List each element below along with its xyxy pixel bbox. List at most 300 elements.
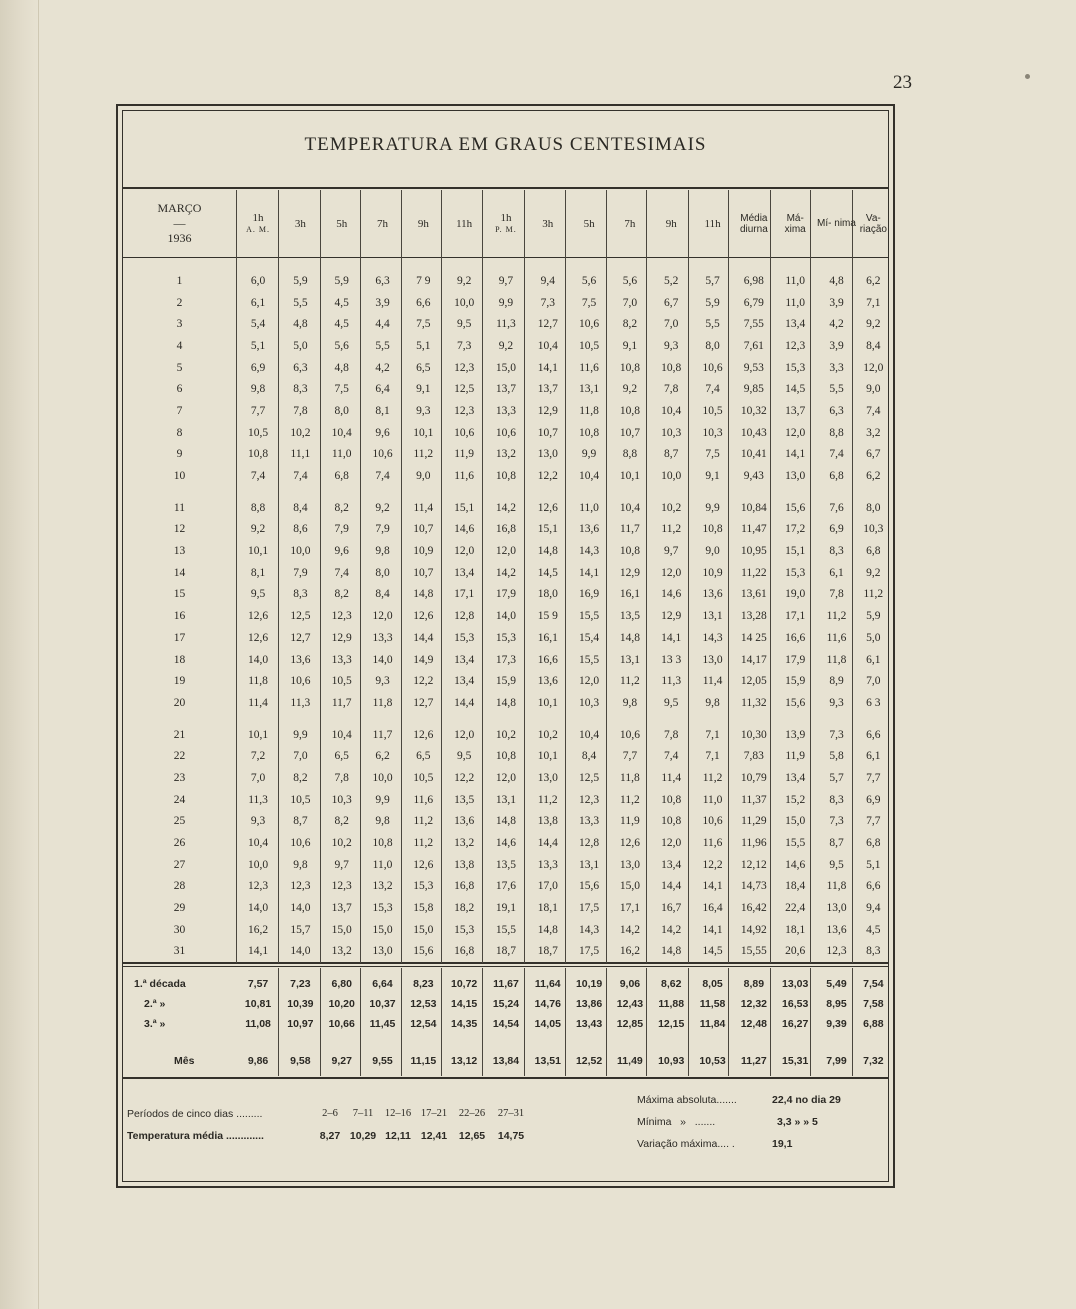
hour-header-4: 9h: [417, 217, 429, 230]
temperature-cell: 12,0: [372, 610, 393, 623]
temperature-cell: 11,2: [702, 771, 723, 784]
temperature-cell: 11,8: [248, 675, 268, 688]
day-number: 8: [176, 426, 183, 439]
temperature-cell: 10,5: [331, 675, 352, 688]
summary-cell: 7,99: [826, 1055, 847, 1067]
day-number: 13: [173, 545, 186, 558]
summary-row: [122, 994, 889, 1014]
temperature-cell: 6,2: [866, 274, 881, 287]
temperature-cell: 11,3: [290, 696, 311, 709]
temperature-cell: 17,5: [579, 945, 600, 958]
temperature-cell: 5,5: [829, 383, 844, 396]
temperature-cell: 12,0: [579, 675, 600, 688]
day-number: 24: [173, 793, 186, 806]
period-range: 12–16: [384, 1108, 412, 1119]
temperature-cell: 12,2: [702, 858, 723, 871]
temperature-cell: 5,1: [250, 339, 266, 352]
temperature-cell: 16,42: [740, 902, 767, 915]
temperature-cell: 13,1: [579, 858, 600, 871]
temperature-cell: 5,7: [705, 274, 720, 287]
temperature-cell: 5,6: [581, 274, 597, 287]
day-number: 7: [176, 404, 183, 417]
period-range: 2–6: [322, 1108, 338, 1119]
temperature-cell: 14,1: [537, 361, 558, 374]
temperature-cell: 9,4: [866, 902, 881, 915]
temperature-cell: 7,9: [375, 523, 390, 536]
hour-header-2: 5h: [336, 217, 348, 230]
temperature-cell: 10,1: [247, 728, 269, 741]
temperature-cell: 6,3: [829, 404, 844, 417]
temperature-cell: 6,3: [293, 361, 308, 374]
summary-cell: 8,95: [826, 998, 847, 1010]
period-temperature: 10,29: [349, 1130, 377, 1142]
temperature-cell: 14,1: [702, 923, 723, 936]
temperature-cell: 9,1: [416, 383, 431, 396]
summary-cell: 14,15: [451, 998, 478, 1010]
temperature-cell: 13,9: [785, 728, 806, 741]
temperature-cell: 11,0: [579, 501, 599, 514]
temperature-cell: 14,0: [495, 610, 517, 623]
temperature-cell: 15,7: [290, 923, 311, 936]
temperature-cell: 10,9: [413, 545, 434, 558]
temperature-cell: 10,3: [331, 793, 352, 806]
temperature-cell: 10,1: [537, 696, 558, 709]
day-number: 14: [173, 566, 186, 579]
temperature-cell: 11,96: [741, 837, 767, 850]
temperature-cell: 6,1: [866, 750, 881, 763]
day-number: 17: [173, 631, 186, 644]
temperature-cell: 14,5: [702, 945, 723, 958]
temperature-cell: 11,3: [496, 318, 516, 331]
temperature-cell: 14,17: [740, 653, 767, 666]
temperature-cell: 16,1: [537, 631, 558, 644]
row-spacer: [122, 257, 889, 270]
period-temperature: 12,11: [385, 1130, 411, 1142]
temperature-cell: 8,0: [334, 404, 349, 417]
temperature-cell: 9,1: [622, 339, 638, 352]
temperature-cell: 16,6: [785, 631, 806, 644]
temperature-cell: 9,8: [375, 815, 390, 828]
temperature-cell: 8,3: [293, 588, 308, 601]
temperature-cell: 12,8: [454, 610, 475, 623]
temperature-cell: 9,5: [829, 858, 844, 871]
temperature-cell: 14,8: [537, 545, 558, 558]
day-number: 31: [173, 945, 186, 958]
year-label: 1936: [167, 231, 192, 245]
temperature-cell: 13,7: [495, 383, 517, 396]
temperature-cell: 8,7: [829, 837, 844, 850]
temperature-cell: 10,4: [579, 728, 600, 741]
temperature-cell: 18,1: [785, 923, 806, 936]
temperature-cell: 14,5: [785, 383, 806, 396]
temperature-cell: 14,1: [661, 631, 682, 644]
temperature-cell: 6,9: [829, 523, 844, 536]
summary-table: [122, 974, 889, 1071]
periods-label: Períodos de cinco dias .........: [127, 1108, 263, 1120]
temperature-cell: 10,0: [454, 296, 475, 309]
max-abs-value: 22,4 no dia 29: [772, 1094, 841, 1106]
temperature-cell: 15,3: [495, 631, 517, 644]
temperature-cell: 13,3: [495, 404, 517, 417]
temperature-cell: 10,7: [619, 426, 640, 439]
temperature-cell: 7,1: [705, 728, 720, 741]
temperature-cell: 17,1: [785, 610, 806, 623]
temperature-cell: 10,1: [537, 750, 558, 763]
temperature-cell: 12,0: [495, 545, 517, 558]
temperature-cell: 13,6: [702, 588, 723, 601]
temperature-cell: 12,6: [247, 631, 269, 644]
table-row: [122, 919, 889, 941]
temperature-cell: 12,9: [537, 404, 558, 417]
daily-rows: [122, 257, 889, 962]
temperature-cell: 12,3: [331, 880, 352, 893]
temperature-cell: 11,22: [741, 566, 767, 579]
temperature-cell: 6,7: [664, 296, 679, 309]
temperature-cell: 10,0: [247, 858, 269, 871]
temperature-cell: 11,6: [413, 793, 434, 806]
temperature-cell: 9,1: [705, 470, 720, 483]
summary-cell: 10,81: [244, 998, 272, 1010]
day-number: 25: [173, 815, 186, 828]
summary-cell: 12,53: [410, 998, 437, 1010]
summary-cell: 12,15: [658, 1018, 685, 1030]
temperature-cell: 6,9: [250, 361, 266, 374]
temperature-cell: 5,5: [293, 296, 308, 309]
temperature-cell: 7,3: [540, 296, 555, 309]
temperature-cell: 7,4: [375, 470, 390, 483]
temperature-cell: 12,0: [454, 728, 475, 741]
temperature-cell: 11,9: [620, 815, 640, 828]
table-row: [122, 335, 889, 357]
book-spine-edge: [0, 0, 39, 1309]
summary-cell: 13,86: [575, 998, 603, 1010]
temperature-cell: 10,8: [661, 361, 682, 374]
temperature-cell: 15,1: [454, 501, 475, 514]
temperature-cell: 11,4: [248, 696, 268, 709]
temperature-cell: 19,0: [785, 588, 806, 601]
table-row: [122, 519, 889, 541]
table-row: [122, 313, 889, 335]
max-abs-label: Máxima absoluta.......: [637, 1094, 737, 1106]
temperature-cell: 18,2: [454, 902, 475, 915]
temperature-cell: 11,3: [661, 675, 682, 688]
summary-row: [122, 974, 889, 994]
temperature-cell: 13,5: [619, 610, 640, 623]
temperature-cell: 20,6: [785, 945, 806, 958]
temperature-cell: 14,8: [661, 945, 682, 958]
temperature-cell: 9,2: [250, 523, 266, 536]
temperature-cell: 6,8: [866, 837, 881, 850]
temperature-cell: 12,8: [579, 837, 600, 850]
temperature-cell: 7,8: [293, 404, 308, 417]
temperature-cell: 4,2: [829, 318, 844, 331]
table-row: [122, 270, 889, 292]
temperature-cell: 10,6: [702, 361, 723, 374]
table-row: [122, 832, 889, 854]
temperature-cell: 15,5: [495, 923, 517, 936]
temperature-cell: 12,5: [290, 610, 311, 623]
temperature-cell: 8,6: [293, 523, 308, 536]
temperature-cell: 6 3: [866, 696, 881, 709]
temperature-cell: 11,6: [826, 631, 847, 644]
temperature-cell: 10,5: [702, 404, 723, 417]
temperature-cell: 4,8: [829, 274, 844, 287]
temperature-cell: 7,5: [416, 318, 431, 331]
temperature-cell: 14,8: [619, 631, 640, 644]
temperature-cell: 8,3: [829, 545, 844, 558]
temperature-cell: 11,1: [290, 448, 311, 461]
temperature-cell: 13,8: [537, 815, 558, 828]
temperature-cell: 11,0: [372, 858, 393, 871]
hour-header-3: 7h: [377, 217, 389, 230]
summary-cell: 11,27: [741, 1055, 767, 1067]
day-number: 5: [176, 361, 183, 374]
day-number: 18: [173, 653, 186, 666]
summary-cell: 10,66: [328, 1018, 355, 1030]
temperature-cell: 6,4: [375, 383, 390, 396]
month-dash: —: [173, 216, 186, 230]
temperature-cell: 10,8: [619, 545, 640, 558]
temperature-cell: 13,6: [826, 923, 847, 936]
temperature-cell: 10,5: [579, 339, 600, 352]
temperature-cell: 6,98: [743, 274, 764, 287]
summary-cell: 12,85: [616, 1018, 644, 1030]
temperature-cell: 11,0: [785, 296, 806, 309]
table-row: [122, 811, 889, 833]
period-temperature: 8,27: [319, 1130, 341, 1142]
temperature-cell: 7,7: [622, 750, 638, 763]
temp-media-label: Temperatura média .............: [127, 1130, 264, 1142]
temperature-cell: 13,8: [454, 858, 475, 871]
temperature-cell: 14,1: [702, 880, 723, 893]
period-temperature: 14,75: [497, 1130, 525, 1142]
summary-cell: 11,67: [493, 978, 519, 990]
temperature-cell: 7,4: [866, 404, 881, 417]
summary-cell: 5,49: [826, 978, 847, 990]
temperature-cell: 13,4: [454, 675, 475, 688]
summary-cell: 11,84: [699, 1018, 726, 1030]
temperature-cell: 14,3: [579, 545, 600, 558]
temperature-cell: 11,2: [620, 793, 640, 806]
temperature-cell: 15,55: [740, 945, 767, 958]
temperature-cell: 4,2: [375, 361, 390, 374]
temperature-cell: 14,6: [495, 837, 517, 850]
min-label: Mínima » .......: [637, 1116, 716, 1128]
temperature-cell: 6,8: [334, 470, 349, 483]
temperature-cell: 14,8: [495, 815, 517, 828]
temperature-cell: 11,8: [579, 404, 599, 417]
temperature-cell: 8,1: [250, 566, 266, 579]
summary-cell: 6,64: [372, 978, 393, 990]
temperature-cell: 12,3: [454, 404, 475, 417]
temperature-cell: 10,2: [661, 501, 682, 514]
temperature-cell: 17,0: [537, 880, 558, 893]
summary-cell: 13,51: [534, 1055, 561, 1067]
day-number: 11: [173, 501, 185, 514]
period-temperature: 12,41: [420, 1130, 448, 1142]
month-header: [122, 190, 237, 257]
temperature-cell: 22,4: [785, 902, 806, 915]
temperature-cell: 5,0: [293, 339, 308, 352]
temperature-cell: 10,5: [290, 793, 311, 806]
temperature-cell: 6,5: [416, 361, 431, 374]
period-range: 27–31: [497, 1108, 525, 1119]
temperature-cell: 10,6: [579, 318, 600, 331]
temperature-cell: 15,0: [372, 923, 393, 936]
day-number: 30: [173, 923, 186, 936]
temperature-cell: 8,4: [866, 339, 881, 352]
temperature-cell: 7,1: [866, 296, 881, 309]
temperature-cell: 11,8: [620, 771, 640, 784]
summary-cell: 10,53: [699, 1055, 726, 1067]
temperature-cell: 10,4: [619, 501, 640, 514]
temperature-cell: 10,8: [247, 448, 269, 461]
temperature-cell: 13,7: [537, 383, 558, 396]
summary-cell: 13,43: [575, 1018, 603, 1030]
temperature-cell: 9,0: [866, 383, 881, 396]
summary-cell: 9,55: [372, 1055, 393, 1067]
temperature-cell: 13,4: [661, 858, 682, 871]
temperature-cell: 6,0: [250, 274, 266, 287]
temperature-cell: 15,0: [331, 923, 352, 936]
temperature-cell: 15,3: [413, 880, 434, 893]
temperature-cell: 12,6: [619, 837, 640, 850]
day-number: 4: [176, 339, 183, 352]
summary-cell: 12,54: [410, 1018, 437, 1030]
temperature-cell: 13,0: [826, 902, 847, 915]
temperature-cell: 11,6: [702, 837, 723, 850]
temperature-cell: 14,8: [537, 923, 558, 936]
temperature-cell: 15,0: [619, 880, 640, 893]
temperature-cell: 8,2: [334, 501, 349, 514]
temperature-cell: 5,5: [375, 339, 390, 352]
temperature-cell: 7,4: [664, 750, 679, 763]
temperature-cell: 10,1: [247, 545, 269, 558]
temperature-cell: 11,8: [372, 696, 393, 709]
temperature-cell: 7,61: [743, 339, 764, 352]
temperature-cell: 10,9: [702, 566, 723, 579]
temperature-cell: 6,6: [866, 880, 881, 893]
temperature-cell: 7,5: [334, 383, 349, 396]
hour-header-7: 3h: [542, 217, 554, 230]
summary-cell: 6,80: [331, 978, 352, 990]
temperature-cell: 10,4: [247, 837, 269, 850]
temperature-cell: 19,1: [495, 902, 517, 915]
temperature-cell: 11,4: [661, 771, 682, 784]
temperature-cell: 13,6: [290, 653, 311, 666]
summary-cell: 8,89: [743, 978, 765, 990]
hour-header-11: 11h: [704, 217, 721, 230]
temperature-cell: 10,7: [537, 426, 558, 439]
temperature-cell: 11,6: [454, 470, 474, 483]
summary-cell: 11,15: [410, 1055, 437, 1067]
temperature-cell: 6,5: [334, 750, 349, 763]
temperature-cell: 12,3: [290, 880, 311, 893]
hour-header-0: 1h A. M.: [246, 211, 270, 234]
table-row: [122, 692, 889, 714]
temperature-cell: 9,0: [705, 545, 720, 558]
temperature-cell: 10,7: [413, 523, 434, 536]
temperature-cell: 12,7: [537, 318, 558, 331]
temperature-cell: 8,2: [334, 588, 349, 601]
temperature-cell: 11,6: [579, 361, 599, 374]
period-range: 7–11: [352, 1108, 374, 1119]
temperature-cell: 14,4: [413, 631, 434, 644]
summary-cell: 7,54: [863, 978, 884, 990]
temperature-cell: 14,9: [413, 653, 434, 666]
temperature-cell: 13,1: [579, 383, 600, 396]
temperature-cell: 15,0: [495, 361, 517, 374]
summary-row: [122, 1051, 889, 1071]
temperature-cell: 13,7: [785, 404, 806, 417]
temperature-cell: 16,7: [661, 902, 682, 915]
summary-bottom-rule: [122, 1077, 889, 1079]
temperature-cell: 17,9: [495, 588, 517, 601]
temperature-cell: 15,3: [454, 631, 475, 644]
temperature-cell: 3,2: [866, 426, 881, 439]
table-title: TEMPERATURA EM GRAUS CENTESIMAIS: [304, 134, 707, 155]
summary-cell: 11,45: [369, 1018, 396, 1030]
temperature-cell: 10,6: [702, 815, 723, 828]
summary-cell: 8,62: [661, 978, 682, 990]
table-row: [122, 540, 889, 562]
temperature-cell: 11,29: [741, 815, 767, 828]
day-number: 16: [173, 610, 186, 623]
temperature-cell: 7,0: [250, 771, 266, 784]
temperature-cell: 12,0: [785, 426, 806, 439]
temperature-cell: 6,8: [829, 470, 844, 483]
temperature-cell: 14,2: [495, 566, 517, 579]
temperature-cell: 9,3: [375, 675, 390, 688]
summary-cell: 12,48: [740, 1018, 767, 1030]
temperature-cell: 10,5: [247, 426, 269, 439]
temperature-cell: 10,6: [619, 728, 640, 741]
table-row: [122, 422, 889, 444]
temperature-cell: 9,2: [866, 566, 881, 579]
temperature-cell: 15,3: [372, 902, 393, 915]
table-row: [122, 897, 889, 919]
temperature-cell: 13,3: [331, 653, 352, 666]
temperature-cell: 4,5: [866, 923, 881, 936]
temperature-cell: 6,1: [250, 296, 266, 309]
temperature-cell: 13,2: [372, 880, 393, 893]
temperature-cell: 11,7: [331, 696, 352, 709]
temperature-cell: 10,8: [495, 470, 517, 483]
temperature-cell: 12,7: [290, 631, 311, 644]
temperature-cell: 14,73: [740, 880, 767, 893]
temperature-cell: 13,0: [785, 470, 806, 483]
day-number: 2: [176, 296, 183, 309]
header-row: [122, 190, 889, 257]
temperature-cell: 8,9: [829, 675, 844, 688]
temperature-cell: 13,6: [579, 523, 600, 536]
temperature-cell: 8,7: [293, 815, 308, 828]
temperature-cell: 10,3: [661, 426, 682, 439]
temperature-cell: 16,8: [454, 880, 475, 893]
temperature-cell: 10,5: [413, 771, 434, 784]
temperature-cell: 9,3: [829, 696, 844, 709]
temperature-table: [122, 190, 889, 962]
temperature-cell: 15,3: [454, 923, 475, 936]
table-row: [122, 465, 889, 487]
temperature-cell: 4,8: [334, 361, 349, 374]
summary-cell: 13,84: [492, 1055, 520, 1067]
table-row: [122, 444, 889, 466]
temperature-cell: 10,43: [740, 426, 767, 439]
temperature-cell: 12,3: [331, 610, 352, 623]
temperature-cell: 5,1: [416, 339, 431, 352]
hour-header-1: 3h: [294, 217, 306, 230]
